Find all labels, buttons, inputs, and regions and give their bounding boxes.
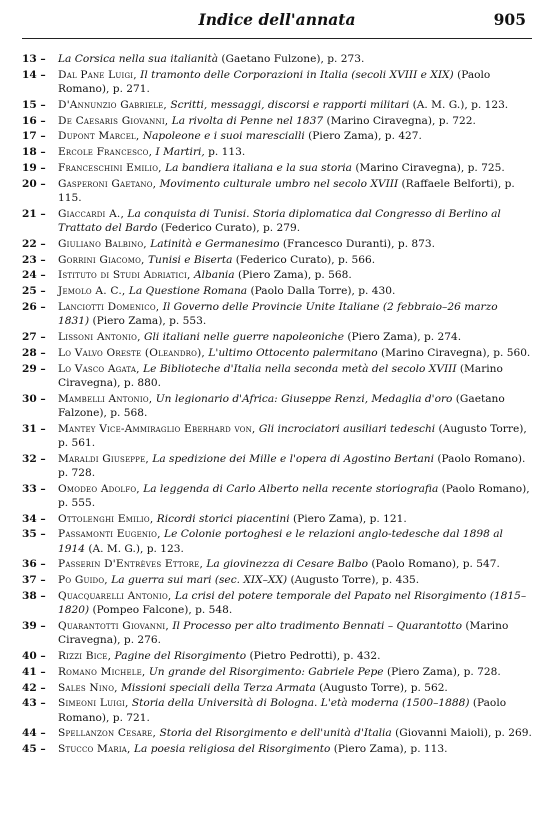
entry-title: Il Governo delle Provincie Unite Italiane (2 febbraio–26 marzo 1831) xyxy=(58,300,498,328)
index-entry xyxy=(22,52,532,66)
entry-reviewer-page: (Pompeo Falcone), p. 548. xyxy=(89,604,233,617)
entry-reviewer-page: (Pietro Pedrotti), p. 432. xyxy=(246,649,381,662)
entry-reviewer-page: (Piero Zama), p. 728. xyxy=(383,665,501,678)
entry-number: 42 – xyxy=(22,681,46,694)
index-entry xyxy=(22,161,532,175)
entry-title: Le Biblioteche d'Italia nella seconda metà del secolo XVIII xyxy=(139,362,457,375)
entry-author: Passamonti Eugenio, xyxy=(58,528,161,541)
entry-title: Napoleone e i suoi marescialli xyxy=(139,130,305,143)
entry-number: 20 – xyxy=(22,177,46,190)
entry-number: 23 – xyxy=(22,253,46,266)
entry-reviewer-page: (Federico Curato), p. 279. xyxy=(157,221,301,234)
entry-author: Sales Nino, xyxy=(58,681,118,694)
entry-number: 18 – xyxy=(22,146,46,159)
entry-author: Giaccardi A., xyxy=(58,207,125,220)
entry-reviewer-page: (Augusto Torre), p. 561. xyxy=(58,422,527,449)
entry-number: 25 – xyxy=(22,285,46,298)
entry-reviewer-page: (Paolo Romano), p. 721. xyxy=(58,697,507,724)
entry-reviewer-page: (Paolo Romano), p. 547. xyxy=(368,558,500,571)
entry-number: 16 – xyxy=(22,114,46,127)
entry-title: Storia della Università di Bologna. L'età moderna (1500–1888) xyxy=(128,697,470,710)
entry-author: Stucco Maria, xyxy=(58,743,131,756)
index-entry xyxy=(22,284,532,298)
index-entry xyxy=(22,452,532,480)
entry-author: Maraldi Giuseppe, xyxy=(58,452,149,465)
entry-number: 39 – xyxy=(22,619,46,632)
entry-author: Lo Vasco Agata, xyxy=(58,362,140,375)
entry-title: La crisi del potere temporale del Papato nel Risorgimento (1815–1820) xyxy=(58,589,527,617)
entry-reviewer-page: (Gaetano Fulzone), p. 273. xyxy=(218,53,365,65)
entry-number: 27 – xyxy=(22,330,46,343)
index-entry xyxy=(22,207,532,235)
entry-title: Latinità e Germanesimo xyxy=(146,237,280,250)
entry-title: Scritti, messaggi, discorsi e rapporti militari xyxy=(167,98,410,111)
entry-title: Storia del Risorgimento e dell'unità d'Italia xyxy=(156,727,392,740)
index-entry xyxy=(22,619,532,647)
index-entry xyxy=(22,649,532,663)
entry-number: 21 – xyxy=(22,207,46,220)
entry-number: 35 – xyxy=(22,528,46,541)
entry-author: Mambelli Antonio, xyxy=(58,392,153,405)
entry-title: L'ultimo Ottocento palermitano xyxy=(205,346,378,359)
entry-author: Dal Pane Luigi, xyxy=(58,68,137,81)
entry-author: Lanciotti Domenico, xyxy=(58,300,160,313)
entry-title: Il Processo per alto tradimento Bennati – Quarantotto xyxy=(168,619,463,632)
entry-author: Rizzi Bice, xyxy=(58,649,112,662)
entry-title: Missioni speciali della Terza Armata xyxy=(117,681,316,694)
index-entry xyxy=(22,362,532,390)
entry-author: Omodeo Adolfo, xyxy=(58,482,140,495)
entry-number: 45 – xyxy=(22,743,46,756)
entry-title: Albania xyxy=(190,269,235,282)
index-entry xyxy=(22,177,532,205)
index-entry xyxy=(22,589,532,617)
entry-reviewer-page: (Marino Ciravegna), p. 276. xyxy=(58,619,509,647)
index-entry xyxy=(22,422,532,450)
entry-reviewer-page: (Giovanni Maioli), p. 269. xyxy=(391,727,532,740)
index-entry xyxy=(22,68,532,96)
index-list xyxy=(22,52,532,756)
entry-author: Lissoni Antonio, xyxy=(58,330,141,343)
index-entry xyxy=(22,145,532,159)
entry-author: Passerin D'Entrèves Ettore, xyxy=(58,558,204,571)
entry-reviewer-page: (Marino Ciravegna), p. 722. xyxy=(323,114,476,127)
index-entry xyxy=(22,300,532,328)
entry-title: La poesia religiosa del Risorgimento xyxy=(130,743,331,756)
entry-title: La Questione Romana xyxy=(125,285,248,298)
entry-number: 13 – xyxy=(22,53,46,65)
entry-reviewer-page: (Paolo Dalla Torre), p. 430. xyxy=(247,285,396,298)
entry-title: Ricordi storici piacentini xyxy=(153,512,290,525)
entry-number: 30 – xyxy=(22,392,46,405)
index-entry xyxy=(22,482,532,510)
entry-title: Le Colonie portoghesi e le relazioni anglo-tedesche dal 1898 al 1914 xyxy=(58,528,503,555)
entry-number: 37 – xyxy=(22,574,46,587)
entry-author: Ercole Francesco, xyxy=(58,146,153,159)
entry-title: Il tramonto delle Corporazioni in Italia (secoli XVIII e XIX) xyxy=(136,68,454,81)
entry-author: Quarantotti Giovanni, xyxy=(58,619,169,632)
index-entry xyxy=(22,696,532,724)
entry-number: 44 – xyxy=(22,727,46,740)
entry-reviewer-page: (Paolo Romano). p. 728. xyxy=(58,452,526,479)
entry-author: Jemolo A. C., xyxy=(58,285,126,298)
index-entry xyxy=(22,665,532,679)
entry-author: Gasperoni Gaetano, xyxy=(58,177,157,190)
entry-number: 34 – xyxy=(22,512,46,525)
index-entry xyxy=(22,346,532,360)
entry-reviewer-page: (Raffaele Belforti), p. 115. xyxy=(58,177,515,204)
index-entry xyxy=(22,512,532,526)
entry-author: Franceschini Emilio, xyxy=(58,161,162,174)
entry-number: 40 – xyxy=(22,649,46,662)
entry-reviewer-page: (Marino Ciravegna), p. 880. xyxy=(58,362,503,389)
entry-title: Pagine del Risorgimento xyxy=(111,649,247,662)
entry-reviewer-page: (Federico Curato), p. 566. xyxy=(232,253,376,266)
entry-reviewer-page: (A. M. G.), p. 123. xyxy=(409,98,509,111)
entry-number: 36 – xyxy=(22,558,46,571)
entry-title: La bandiera italiana e la sua storia xyxy=(161,161,352,174)
index-entry xyxy=(22,98,532,112)
entry-author: Ottolenghi Emilio, xyxy=(58,512,154,525)
index-entry xyxy=(22,527,532,555)
entry-title: Tunisi e Biserta xyxy=(144,253,233,266)
entry-author: Istituto di Studi Adriatici, xyxy=(58,269,191,282)
entry-number: 22 – xyxy=(22,237,46,250)
entry-reviewer-page: (A. M. G.), p. 123. xyxy=(84,542,184,555)
entry-author: Gorrini Giacomo, xyxy=(58,253,145,266)
entry-number: 33 – xyxy=(22,482,46,495)
entry-reviewer-page: (Piero Zama), p. 553. xyxy=(89,315,207,328)
entry-author: Giuliano Balbino, xyxy=(58,237,147,250)
entry-reviewer-page: (Piero Zama), p. 113. xyxy=(330,743,448,756)
entry-title: Un legionario d'Africa: Giuseppe Renzi, Medaglia d'oro xyxy=(152,392,453,405)
entry-author: Dupont Marcel, xyxy=(58,130,140,143)
entry-title: La rivolta di Penne nel 1837 xyxy=(168,114,324,127)
entry-reviewer-page: (Gaetano Falzone), p. 568. xyxy=(58,392,505,419)
page-header xyxy=(22,0,532,39)
entry-reviewer-page: (Piero Zama), p. 274. xyxy=(343,330,462,343)
entry-number: 31 – xyxy=(22,422,46,435)
entry-number: 28 – xyxy=(22,346,46,359)
entry-reviewer-page: (Paolo Romano), p. 271. xyxy=(58,68,491,95)
entry-number: 26 – xyxy=(22,300,46,313)
index-entry xyxy=(22,573,532,587)
entry-number: 32 – xyxy=(22,452,46,465)
entry-reviewer-page: (Francesco Duranti), p. 873. xyxy=(279,237,436,250)
entry-number: 19 – xyxy=(22,161,46,174)
entry-number: 41 – xyxy=(22,665,46,678)
entry-title: Gli italiani nelle guerre napoleoniche xyxy=(140,330,344,343)
running-title: Indice dell'annata xyxy=(198,10,356,29)
entry-number: 15 – xyxy=(22,98,46,111)
index-entry xyxy=(22,237,532,251)
entry-author: De Caesaris Giovanni, xyxy=(58,114,169,127)
entry-title: I Martiri, xyxy=(152,146,205,159)
entry-author: Po Guido, xyxy=(58,574,108,587)
index-entry xyxy=(22,557,532,571)
entry-reviewer-page: (Augusto Torre), p. 562. xyxy=(315,681,448,694)
entry-reviewer-page: (Marino Ciravegna), p. 560. xyxy=(377,346,531,359)
index-entry xyxy=(22,726,532,740)
index-entry xyxy=(22,330,532,344)
index-entry xyxy=(22,114,532,128)
entry-author: Quacquarelli Antonio, xyxy=(58,589,172,602)
entry-reviewer-page: (Marino Ciravegna), p. 725. xyxy=(351,161,505,174)
entry-author: Spellanzon Cesare, xyxy=(58,727,157,740)
index-entry xyxy=(22,129,532,143)
entry-number: 14 – xyxy=(22,68,46,81)
entry-title: La giovinezza di Cesare Balbo xyxy=(203,558,368,571)
entry-reviewer-page: p. 113. xyxy=(204,146,246,159)
entry-author: Mantey Vice-Ammiraglio Eberhard von, xyxy=(58,422,256,435)
entry-reviewer-page: (Piero Zama), p. 121. xyxy=(289,512,407,525)
index-entry xyxy=(22,253,532,267)
entry-title: La spedizione dei Mille e l'opera di Agostino Bertani xyxy=(148,452,434,465)
entry-number: 24 – xyxy=(22,269,46,282)
entry-title: La Corsica nella sua italianità xyxy=(58,53,219,65)
entry-author: Romano Michele, xyxy=(58,665,146,678)
entry-number: 17 – xyxy=(22,130,46,143)
entry-reviewer-page: (Augusto Torre), p. 435. xyxy=(287,574,420,587)
entry-number: 38 – xyxy=(22,589,46,602)
index-entry xyxy=(22,681,532,695)
entry-reviewer-page: (Piero Zama), p. 427. xyxy=(304,130,422,143)
page-number: 905 xyxy=(493,10,526,29)
index-entry xyxy=(22,392,532,420)
entry-reviewer-page: (Piero Zama), p. 568. xyxy=(234,269,352,282)
entry-number: 29 – xyxy=(22,362,46,375)
index-entry xyxy=(22,268,532,282)
entry-number: 43 – xyxy=(22,697,46,710)
entry-title: La conquista di Tunisi. Storia diplomatica dal Congresso di Berlino al Trattato del Bardo xyxy=(58,207,501,234)
index-entry xyxy=(22,742,532,756)
entry-author: Simeoni Luigi, xyxy=(58,697,129,710)
entry-reviewer-page: (Paolo Romano), p. 555. xyxy=(58,482,530,509)
entry-author: D'Annunzio Gabriele, xyxy=(58,98,167,111)
entry-author: Lo Valvo Oreste (Oleandro), xyxy=(58,346,205,359)
entry-title: Un grande del Risorgimento: Gabriele Pepe xyxy=(145,665,384,678)
entry-title: Gli incrociatori ausiliari tedeschi xyxy=(255,422,436,435)
entry-title: La guerra sui mari (sec. XIX–XX) xyxy=(107,574,288,587)
entry-title: La leggenda di Carlo Alberto nella recente storiografia xyxy=(139,482,439,495)
entry-title: Movimento culturale umbro nel secolo XVIII xyxy=(156,177,399,190)
